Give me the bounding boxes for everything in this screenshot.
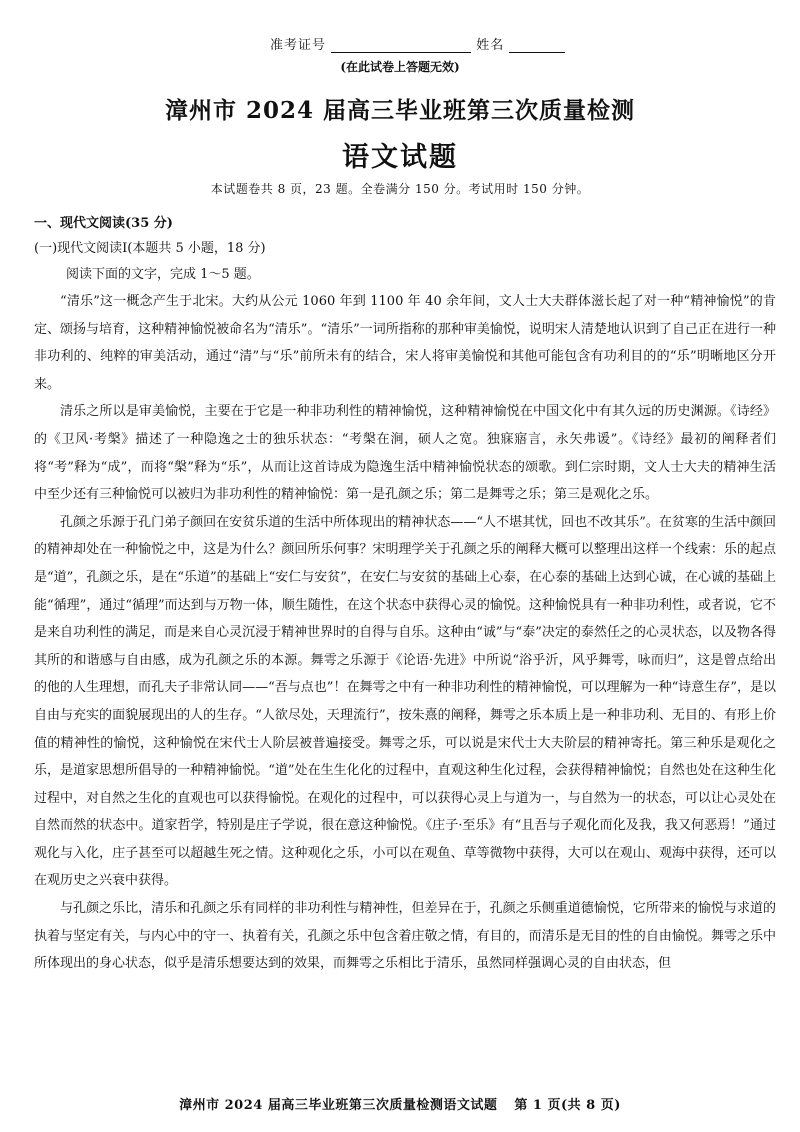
candidate-fields — [270, 34, 630, 53]
passage-paragraph: 清乐之所以是审美愉悦，主要在于它是一种非功利性的精神愉悦，这种精神愉悦在中国文化中有其久远的历史渊源。《诗经》的《卫风·考槃》描述了一种隐逸之士的独乐状态：“考槃在涧，硕人之宽。独寐寤言，永矢弗谖”。《诗经》最初的阐释者们将“考”释为“成”，而将“槃”释为“乐”，从而让这首诗成为隐逸生活中精神愉悦状态的颂歌。到仁宗时期，文人士大夫的精神生活中至少还有三种愉悦可以被归为非功利性的精神愉悦：第一是孔颜之乐；第二是舞雩之乐；第三是观化之乐。 — [34, 404, 776, 503]
passage-paragraph: “清乐”这一概念产生于北宋。大约从公元 1060 年到 1100 年 40 余年间，文人士大夫群体滋长起了对一种“精神愉悦”的肯定、颂扬与培育，这种精神愉悦被命名为“清乐”。“清乐”一词所指称的那种审美愉悦，说明宋人清楚地认识到了自己正在进行一种非功利的、纯粹的审美活动，通过“清”与“乐”前所未有的结合，宋人将审美愉悦和其他可能包含有功利目的的“乐”明晰地区分开来。 — [34, 294, 776, 392]
exam-number-field — [331, 40, 471, 53]
exam-info: 本试题卷共 8 页，23 题。全卷满分 150 分。考试用时 150 分钟。 — [210, 182, 590, 196]
name-field — [509, 40, 565, 53]
passage-paragraph: 孔颜之乐源于孔门弟子颜回在安贫乐道的生活中所体现出的精神状态——“人不堪其忧，回也不改其乐”。在贫寒的生活中颜回的精神却处在一种愉悦之中，这是为什么？颜回所乐何事？宋明理学关于孔颜之乐的阐释大概可以整理出这样一个线索：乐的起点是“道”，孔颜之乐，是在“乐道”的基础上“安仁与安贫”，在安仁与安贫的基础上心泰，在心泰的基础上达到心诚，在心诚的基础上能“循理”，通过“循理”而达到与万物一体，顺生随性，在这个状态中获得心灵的愉悦。这种愉悦具有一种非功利性，或者说，它不是来自功利性的满足，而是来自心灵沉浸于精神世界时的自得与自乐。这种由“诚”与“泰”决定的泰然任之的心灵状态，以及物各得其所的和谐感与自由感，成为孔颜之乐的本源。舞雩之乐源于《论语·先进》中所说“浴乎沂，风乎舞雩，咏而归”，这是曾点给出的他的人生理想，而孔夫子非常认同——“吾与点也”！在舞雩之中有一种非功利性的精神愉悦，可以理解为一种“诗意生存”，是以自由与充实的面貌展现出的人的生存。“人欲尽处，天理流行”，按朱熹的阐释，舞雩之乐本质上是一种非功利、无目的、有形上价值的精神性的愉悦，这种愉悦在宋代士人阶层被普遍接受。舞雩之乐，可以说是宋代士大夫阶层的精神寄托。第三种乐是观化之乐，是道家思想所倡导的一种精神愉悦。“道”处在生生化化的过程中，直观这种生化过程，会获得精神愉悦；自然也处在这种生化过程中，对自然之生化的直观也可以获得愉悦。在观化的过程中，可以获得心灵上与道为一，与自然为一的状态，可以让心灵处在自然而然的状态中。道家哲学，特别是庄子学说，很在意这种愉悦。《庄子·至乐》有“且吾与子观化而化及我，我又何恶焉！”通过观化与入化，庄子甚至可以超越生死之情。这种观化之乐，小可以在观鱼、草等微物中获得，大可以在观山、观海中获得，还可以在观历史之兴衰中获得。 — [34, 514, 776, 889]
page-footer — [0, 1094, 800, 1113]
passage-paragraph: 与孔颜之乐比，清乐和孔颜之乐有同样的非功利性与精神性，但差异在于，孔颜之乐侧重道德愉悦，它所带来的愉悦与求道的执着与坚定有关，与内心中的守一、执着有关，孔颜之乐中包含着庄敬之情，有目的，而清乐是无目的性的自由愉悦。舞雩之乐中所体现出的身心状态，似乎是清乐想要达到的效果，而舞雩之乐相比于清乐，虽然同样强调心灵的自由状态，但 — [34, 901, 776, 972]
section-heading: 一、现代文阅读(35 分) — [34, 216, 173, 231]
sub-section-heading: (一)现代文阅读Ⅰ(本题共 5 小题，18 分) — [34, 241, 266, 256]
footer-exam-title: 漳州市 2024 届高三毕业班第三次质量检测语文试题 — [179, 1098, 498, 1113]
name-label: 姓名 — [476, 38, 505, 53]
exam-title: 漳州市 2024 届高三毕业班第三次质量检测 — [164, 97, 636, 124]
subject-title: 语文试题 — [342, 142, 458, 173]
answer-invalid-notice: (在此试卷上答题无效) — [340, 60, 460, 74]
reading-instruction: 阅读下面的文字，完成 1～5 题。 — [66, 267, 260, 282]
exam-number-label: 准考证号 — [270, 38, 327, 53]
page-number: 第 1 页(共 8 页) — [514, 1098, 621, 1113]
reading-passage — [34, 288, 776, 978]
